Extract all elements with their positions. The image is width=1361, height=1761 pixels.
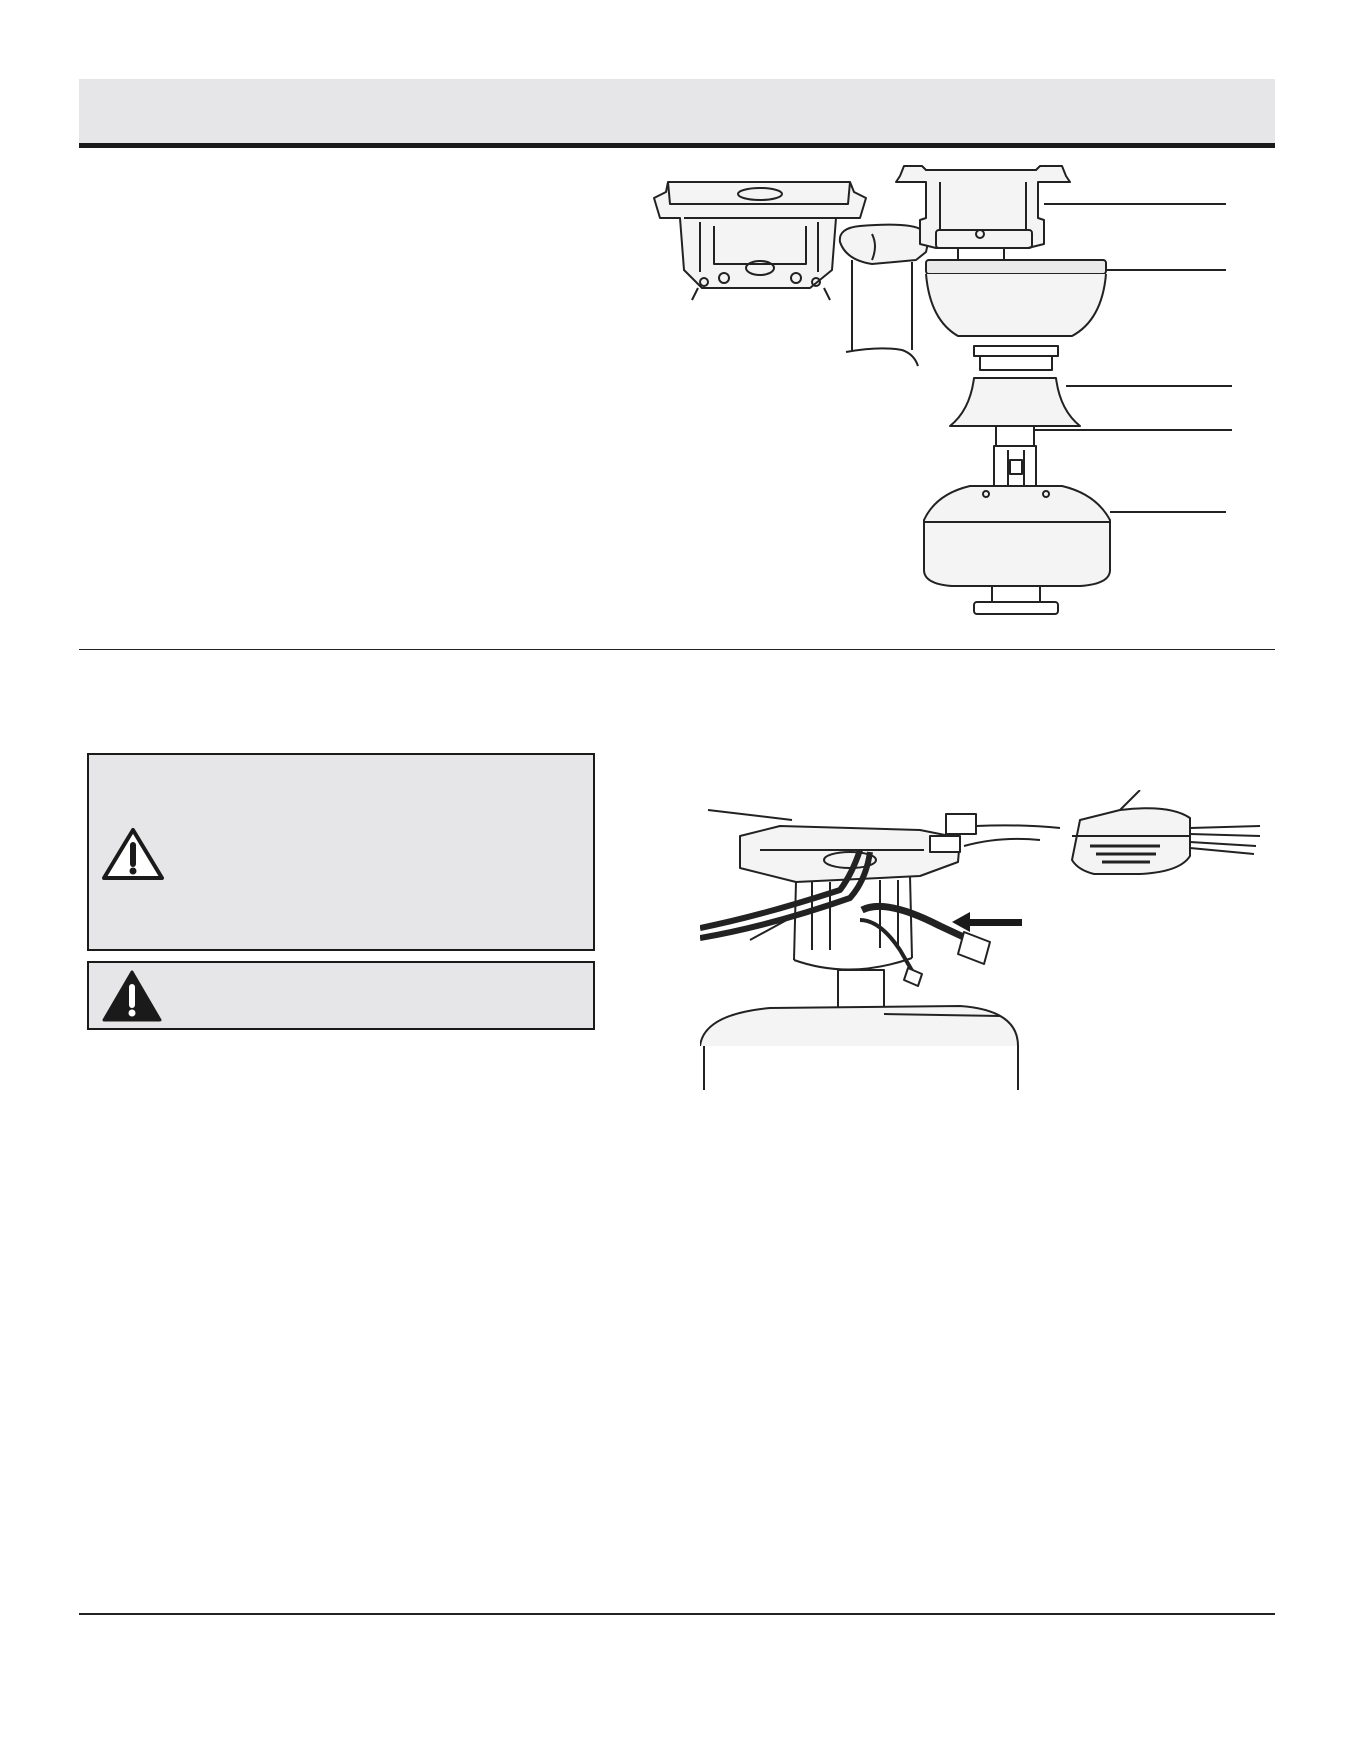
wiring-figure xyxy=(700,790,1260,1100)
arrow-left-icon xyxy=(952,912,1022,932)
mounting-bracket-illustration xyxy=(654,182,866,300)
caution-box xyxy=(87,961,595,1030)
exploded-fan-assembly-illustration xyxy=(896,166,1232,614)
warning-triangle-icon xyxy=(101,827,165,881)
section-divider xyxy=(79,649,1275,650)
warning-triangle-icon xyxy=(101,969,163,1023)
warning-box xyxy=(87,753,595,951)
fan-assembly-figure xyxy=(640,160,1240,620)
hanger-ball-illustration xyxy=(840,225,928,366)
header-band xyxy=(79,79,1275,148)
footer-rule xyxy=(79,1613,1275,1615)
